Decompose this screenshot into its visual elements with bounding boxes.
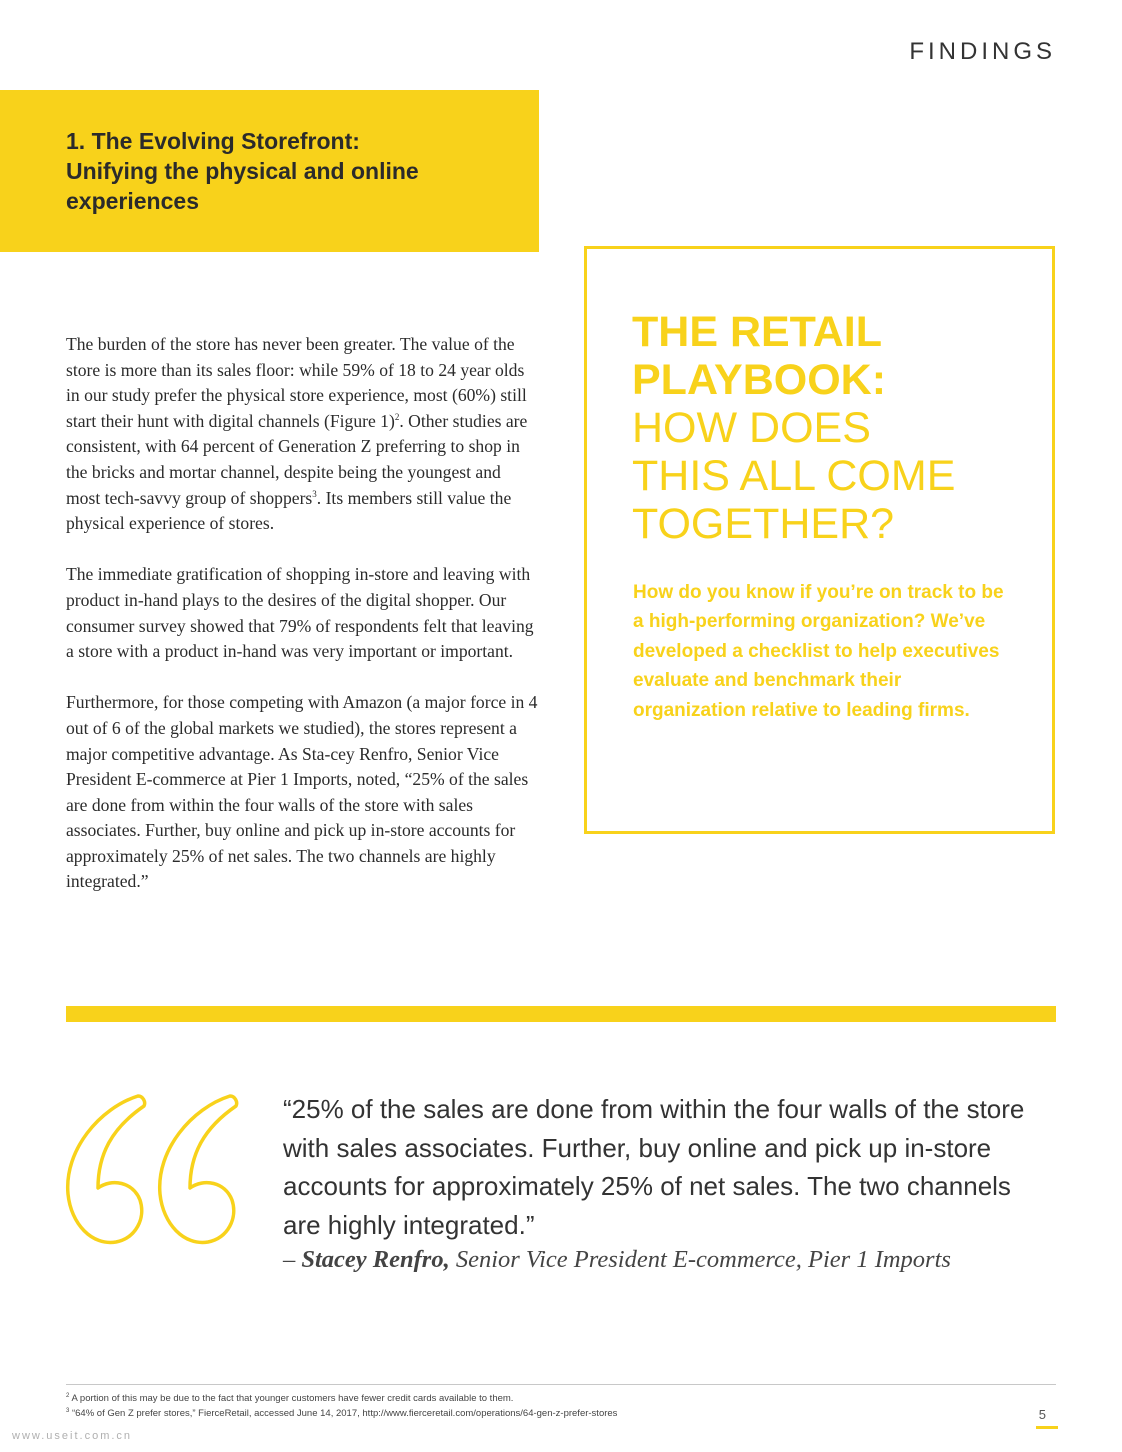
body-text-run: . Its members still value the physical experience of stores.	[66, 487, 512, 534]
playbook-title-line: TOGETHER?	[632, 500, 895, 548]
footnote-item	[66, 1406, 1026, 1421]
footnote-mark: 2	[66, 1392, 70, 1399]
body-text-run: The burden of the store has never been greater. The value of the store is more than its sales floor: while 59% of 18 to 24 year olds in our study prefer the physical store experience, most (60%) still start their hunt with digital channels (Figure 1)	[66, 334, 527, 431]
playbook-title-line: HOW DOES	[632, 404, 871, 452]
playbook-title-line: THIS ALL COME	[632, 452, 956, 500]
section-title-line: 1. The Evolving Storefront:	[66, 128, 360, 154]
section-divider-bar	[66, 1006, 1056, 1022]
footnote-ref: 3	[312, 488, 317, 499]
footnote-divider	[66, 1384, 1056, 1385]
attribution-dash: –	[283, 1246, 302, 1273]
page-number: 5	[1038, 1407, 1046, 1422]
footnote-text: “64% of Gen Z prefer stores,” FierceRetail, accessed June 14, 2017, http://www.fierceretail.com/operations/64-gen-z-prefer-stores	[69, 1408, 618, 1419]
section-title	[66, 126, 526, 216]
footnote-ref: 2	[394, 411, 400, 422]
attribution-role: Senior Vice President E-commerce, Pier 1 Imports	[449, 1246, 951, 1273]
footnotes	[66, 1391, 1026, 1421]
body-paragraph	[66, 332, 538, 537]
body-paragraph: Furthermore, for those competing with Amazon (a major force in 4 out of 6 of the global markets we studied), the stores represent a major competitive advantage. As Sta-cey Renfro, Senior Vice President E-commerce at Pier 1 Imports, noted, “25% of the sales are done from within the four walls of the store with sales associates. Further, buy online and pick up in-store accounts for approximately 25% of net sales. The two channels are highly integrated.”	[66, 692, 538, 892]
quote-attribution	[283, 1244, 1063, 1276]
attribution-name: Stacey Renfro,	[301, 1246, 450, 1273]
section-title-line: Unifying the physical and online	[66, 158, 419, 184]
pull-quote-text: “25% of the sales are done from within the four walls of the store with sales associates. Further, buy online and pick up in-store accounts for approximately 25% of net sales. The two channels are highly integrated.”	[283, 1094, 1025, 1240]
body-paragraph: The immediate gratification of shopping in-store and leaving with product in-hand plays to the desires of the digital shopper. Our consumer survey showed that 79% of respondents felt that leaving a store with a product in-hand was very important or important.	[66, 564, 534, 662]
quote-mark-icon	[60, 1086, 250, 1256]
body-text	[66, 332, 538, 921]
body-text-run: . Other studies are consistent, with 64 percent of Generation Z preferring to shop in the bricks and mortar channel, despite being the youngest and most tech-savvy group of shoppers	[66, 410, 528, 508]
watermark: www.useit.com.cn	[12, 1430, 133, 1442]
playbook-description: How do you know if you’re on track to be a high-performing organization? We’ve developed a checklist to help executives evaluate and benchmark their organization relative to leading firms.	[633, 582, 1004, 721]
section-header-label: FINDINGS	[909, 38, 1056, 65]
footnote-mark: 3	[66, 1407, 70, 1414]
playbook-title-line: THE RETAIL	[632, 308, 883, 356]
playbook-title	[632, 308, 1032, 548]
footnote-item	[66, 1391, 1026, 1406]
page-number-underline	[1036, 1426, 1058, 1429]
footnote-text: A portion of this may be due to the fact that younger customers have fewer credit cards available to them.	[69, 1393, 514, 1404]
section-title-line: experiences	[66, 188, 199, 214]
playbook-title-line: PLAYBOOK:	[632, 356, 887, 404]
